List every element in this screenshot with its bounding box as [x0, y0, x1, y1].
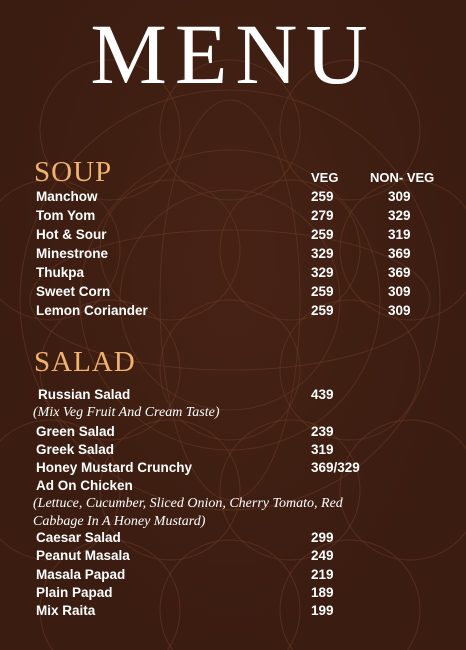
nonveg-column-header: NON- VEG: [370, 170, 435, 185]
veg-price: 259: [311, 284, 334, 299]
item-name: Plain Papad: [36, 585, 113, 600]
nonveg-price: 329: [388, 208, 411, 223]
item-name: Minestrone: [36, 246, 109, 261]
honey-mustard-description-line1: (Lettuce, Cucumber, Sliced Onion, Cherry Tomato, Red: [33, 496, 343, 511]
soup-item-hot-sour: [36, 226, 456, 244]
menu-title: MENU: [90, 6, 376, 102]
nonveg-price: 319: [388, 227, 411, 242]
salad-item-russian: [38, 386, 458, 404]
price: 439: [311, 387, 334, 402]
price: 369/329: [311, 460, 360, 475]
veg-column-header: VEG: [311, 170, 339, 185]
item-name: Sweet Corn: [36, 284, 111, 299]
russian-salad-description: (Mix Veg Fruit And Cream Taste): [33, 405, 220, 420]
salad-item-green: [36, 423, 456, 441]
veg-price: 259: [311, 189, 334, 204]
salad-item-add-on-chicken: [36, 477, 456, 495]
item-name: Tom Yom: [36, 208, 96, 223]
nonveg-price: 369: [388, 265, 411, 280]
veg-price: 279: [311, 208, 334, 223]
salad-item-peanut-masala: [36, 547, 456, 565]
salad-item-honey-mustard: [36, 459, 456, 477]
item-name: Hot & Sour: [36, 227, 107, 242]
soup-item-lemon-coriander: [36, 302, 456, 320]
item-name: Manchow: [36, 189, 98, 204]
nonveg-price: 309: [388, 303, 411, 318]
nonveg-price: 309: [388, 189, 411, 204]
item-name: Ad On Chicken: [36, 478, 133, 493]
soup-item-tom-yom: [36, 207, 456, 225]
nonveg-price: 309: [388, 284, 411, 299]
price: 249: [311, 548, 334, 563]
price: 199: [311, 603, 334, 618]
item-name: Mix Raita: [36, 603, 96, 618]
veg-price: 259: [311, 303, 334, 318]
soup-section-title: SOUP: [34, 156, 113, 188]
item-name: Masala Papad: [36, 567, 126, 582]
price: 299: [311, 530, 334, 545]
salad-item-plain-papad: [36, 584, 456, 602]
item-name: Greek Salad: [36, 442, 115, 457]
veg-price: 259: [311, 227, 334, 242]
salad-item-caesar: [36, 529, 456, 547]
salad-item-masala-papad: [36, 566, 456, 584]
soup-item-manchow: [36, 188, 456, 206]
veg-price: 329: [311, 265, 334, 280]
salad-item-greek: [36, 441, 456, 459]
veg-price: 329: [311, 246, 334, 261]
salad-section-title: SALAD: [34, 346, 136, 378]
item-name: Caesar Salad: [36, 530, 121, 545]
item-name: Lemon Coriander: [36, 303, 148, 318]
item-name: Thukpa: [36, 265, 85, 280]
price: 319: [311, 442, 334, 457]
soup-item-sweet-corn: [36, 283, 456, 301]
honey-mustard-description-line2: Cabbage In A Honey Mustard): [33, 514, 206, 529]
salad-item-mix-raita: [36, 602, 456, 620]
item-name: Honey Mustard Crunchy: [36, 460, 193, 475]
nonveg-price: 369: [388, 246, 411, 261]
price: 219: [311, 567, 334, 582]
soup-item-minestrone: [36, 245, 456, 263]
price: 189: [311, 585, 334, 600]
item-name: Green Salad: [36, 424, 115, 439]
item-name: Peanut Masala: [36, 548, 130, 563]
item-name: Russian Salad: [38, 387, 131, 402]
soup-item-thukpa: [36, 264, 456, 282]
price: 239: [311, 424, 334, 439]
